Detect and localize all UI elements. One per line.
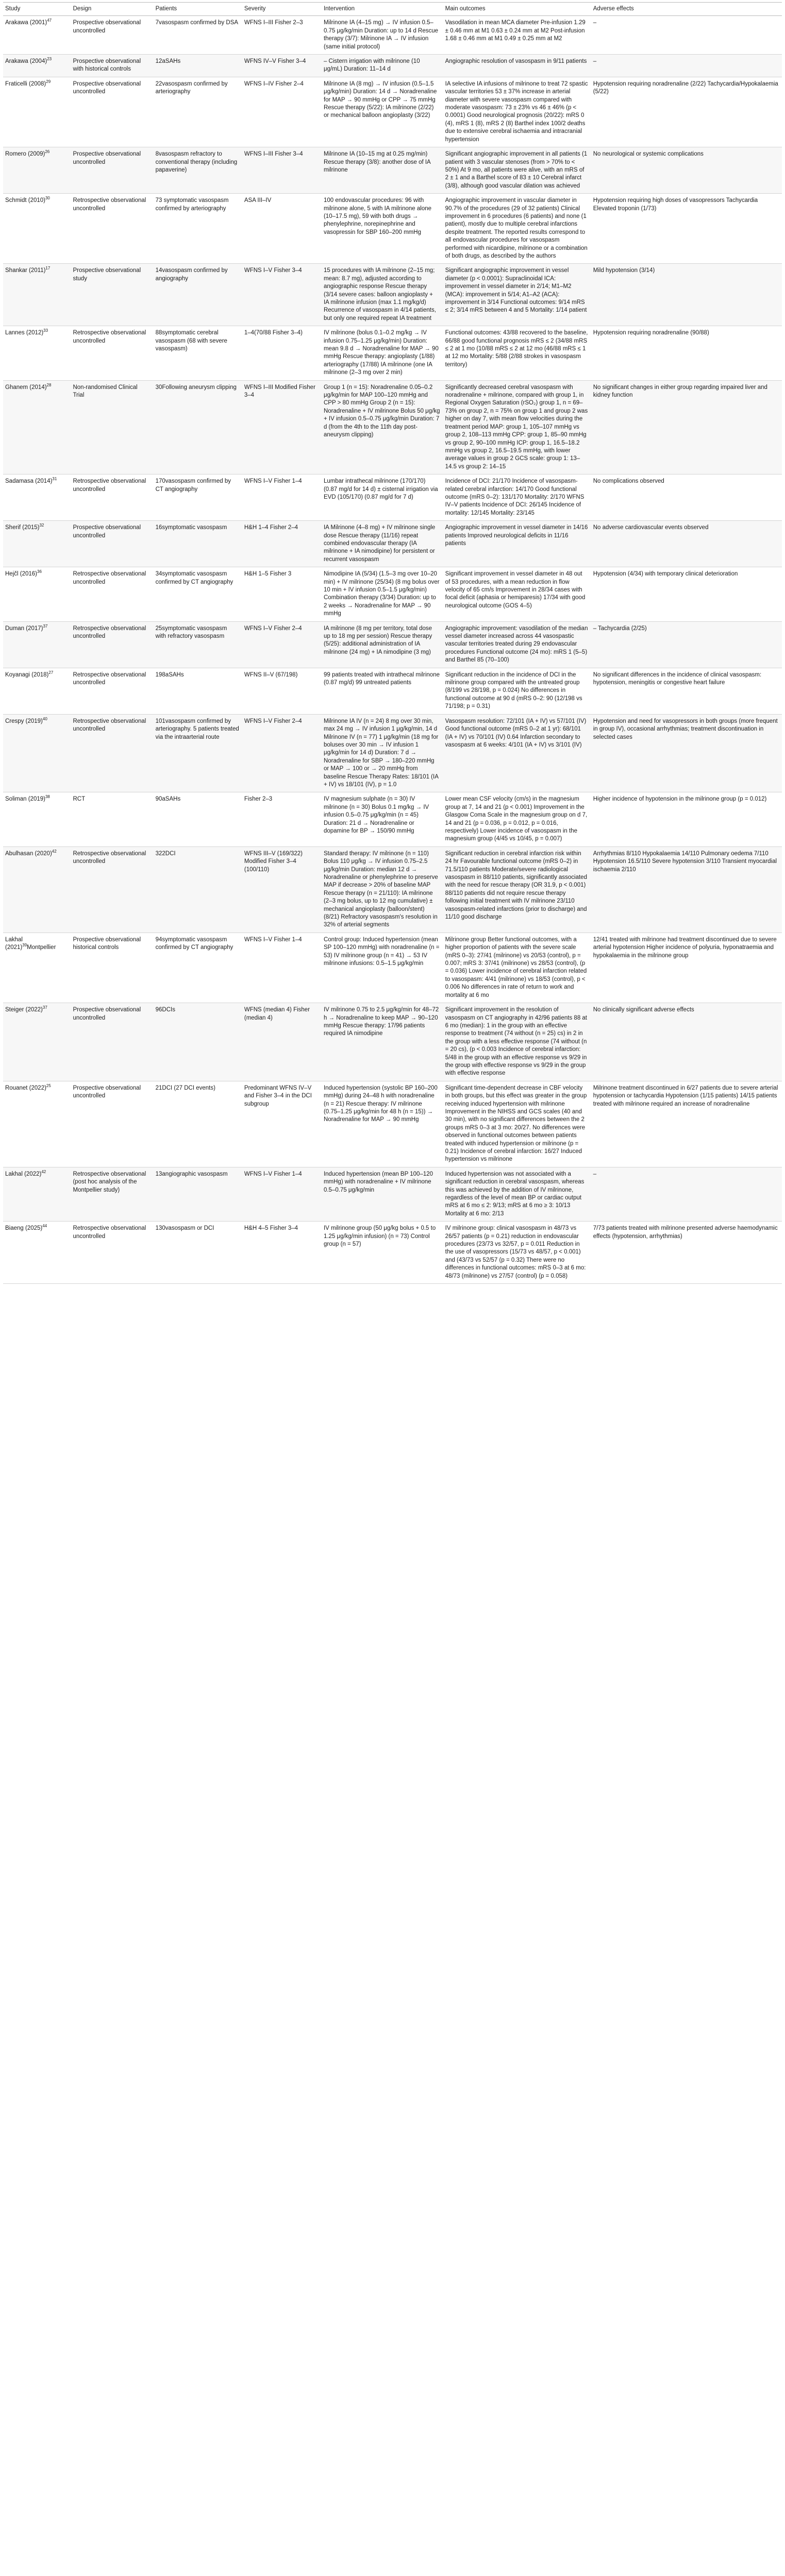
- cell-main-outcomes: Milrinone group Better functional outcomes, with a higher proportion of patients with the severe scale (mRS 0–3): 27/41 (milrinone) vs 20/53 (control), p = 0.007; mRS 3: 37/41 (milrinone) vs 28/53 (control), (p = 0.036) Lower incidence of cerebral infarction related to vasospasm: 4/41 (milrinone) vs 18/53 (control), p < 0.006 No differences in rate of return to work and mortality at 6 mo: [443, 933, 591, 1003]
- cell-study: [3, 668, 71, 714]
- cell-patients: 21DCI (27 DCI events): [154, 1081, 242, 1167]
- cell-study: [3, 194, 71, 264]
- cell-patients: 14vasospasm confirmed by angiography: [154, 264, 242, 326]
- table-row: [3, 792, 782, 846]
- study-name: Steiger (2022): [5, 1007, 43, 1013]
- cell-adverse-effects: Hypotension and need for vasopressors in both groups (more frequent in group IV), occasional arrhythmias; treatment discontinuation in selected cases: [591, 714, 782, 792]
- cell-severity: WFNS IV–V Fisher 3–4: [242, 55, 322, 77]
- cell-adverse-effects: No significant changes in either group regarding impaired liver and kidney function: [591, 380, 782, 474]
- header-severity: Severity: [242, 3, 322, 16]
- cell-severity: 1–4(70/88 Fisher 3–4): [242, 326, 322, 380]
- reference-number[interactable]: 37: [42, 1005, 47, 1010]
- study-name: Schmidt (2010): [5, 197, 45, 204]
- cell-main-outcomes: Significant angiographic improvement in all patients (1 patient with 3 vascular stenoses (from > 70% to < 50%) At 9 mo, all patients were alive, with an mRS of 2 ± 1 and a Barthel score of 83 ± 10 Cerebral infarct (3/8), although good vascular dilation was achieved: [443, 147, 591, 194]
- cell-study: [3, 567, 71, 621]
- study-name: Hejčl (2016): [5, 571, 37, 578]
- cell-adverse-effects: – Tachycardia (2/25): [591, 621, 782, 668]
- studies-table: [3, 2, 782, 1284]
- cell-main-outcomes: Induced hypertension was not associated with a significant reduction in cerebral vasospasm, whereas this was achieved by the addition of IV milrinone, regardless of the level of mean BP or cardiac output mRS at 6 mo ≤ 2: 9/13; mRS at 6 mo ≥ 3: 10/13 Mortality at 6 mo: 2/13: [443, 1167, 591, 1221]
- cell-intervention: Group 1 (n = 15): Noradrenaline 0.05–0.2 μg/kg/min for MAP 100–120 mmHg and CPP > 80 mmHg Group 2 (n = 15): Noradrenaline + IV milrinone Bolus 50 μg/kg + IV infusion 0.5–0.75 μg/kg/min Duration: 7 d (from the 4th to the 11th day post-aneurysm clipping): [322, 380, 443, 474]
- table-row: [3, 380, 782, 474]
- reference-number[interactable]: 23: [47, 57, 52, 62]
- cell-adverse-effects: Hypotension requiring noradrenaline (90/88): [591, 326, 782, 380]
- reference-number[interactable]: 33: [43, 328, 48, 333]
- header-patients: Patients: [154, 3, 242, 16]
- reference-number[interactable]: 30: [45, 196, 50, 201]
- cell-design: Retrospective observational uncontrolled: [71, 1222, 153, 1284]
- cell-adverse-effects: No complications observed: [591, 474, 782, 521]
- reference-number[interactable]: 44: [42, 1224, 47, 1229]
- cell-intervention: IV milrinone 0.75 to 2.5 μg/kg/min for 48–72 h → Noradrenaline to keep MAP → 90–120 mmHg Rescue therapy: 17/96 patients required IA nimodipine: [322, 1003, 443, 1081]
- study-name: Rouanet (2022): [5, 1084, 46, 1091]
- cell-adverse-effects: Hypotension (4/34) with temporary clinical deterioration: [591, 567, 782, 621]
- cell-patients: 16symptomatic vasospasm: [154, 521, 242, 567]
- cell-main-outcomes: Significant improvement in the resolution of vasospasm on CT angiography in 42/96 patients 88 at 6 mo (median): 1 in the group with an effective response to treatment (74 without (n = 25) cs) in 2 in the group with a less effective response (74 without (n = 20 cs), (p < 0.003 Incidence of cerebral infarction: 5/48 in the group with an effective response vs 9/29 in the group with effective response vs 9/29 in the group with effective response: [443, 1003, 591, 1081]
- table-row: [3, 264, 782, 326]
- cell-patients: 22vasospasm confirmed by arteriography: [154, 77, 242, 147]
- table-row: [3, 1003, 782, 1081]
- cell-main-outcomes: Significantly decreased cerebral vasospasm with noradrenaline + milrinone, compared with group 1, in Regional Oxygen Saturation (rSO₂) group 1, n = 69–73% on group 2, n = 75% on group 1 and group 2 was higher on day 7, with mean flow velocities during the treatment period MAP: group 1, 105–107 mmHg vs group 2, 108–113 mmHg CPP: group 1, 85–90 mmHg vs group 2, 90–100 mmHg ICP: group 1, 16.5–18.2 mmHg vs group 2, 16.5–19.5 mmHg, with lower average values in group 2 GCS scale: group 1: 13–14.5 vs group 2: 14–15: [443, 380, 591, 474]
- cell-severity: WFNS I–IV Fisher 2–4: [242, 77, 322, 147]
- cell-design: Retrospective observational uncontrolled: [71, 668, 153, 714]
- cell-severity: WFNS I–III Fisher 3–4: [242, 147, 322, 194]
- cell-intervention: Standard therapy: IV milrinone (n = 110) Bolus 110 μg/kg → IV infusion 0.75–2.5 μg/kg/min Duration: median 12 d → Noradrenaline or phenylephrine to preserve MAP if decrease > 20% of baseline MAP Rescue therapy (n = 21/110): IA milrinone (2–3 mg bolus, up to 12 mg cumulative) ± mechanical angioplasty (balloon/stent) (8/21) Refractory vasospasm's resolution in 32% of arterial segments: [322, 846, 443, 933]
- cell-main-outcomes: Significant reduction in cerebral infarction risk within 24 hr Favourable functional outcome (mRS 0–2) in 71.5/110 patients Moderate/severe radiological vasospasm in 88/110 patients, significantly associated with the need for rescue therapy (OR 31.9, p < 0.001) 88/110 patients did not require rescue therapy following initial treatment with IV milrinone 23/110 vasospasm-related infarctions (prior to discharge) and 11/10 good discharge: [443, 846, 591, 933]
- cell-study: [3, 147, 71, 194]
- reference-number[interactable]: 25: [46, 1083, 51, 1088]
- cell-study: [3, 521, 71, 567]
- cell-main-outcomes: Significant reduction in the incidence of DCI in the milrinone group compared with the untreated group (8/199 vs 28/198, p = 0.024) No differences in functional outcome at 90 d (mRS 0–2: 90 (12/198 vs 71/198; p = 0.31): [443, 668, 591, 714]
- cell-adverse-effects: Mild hypotension (3/14): [591, 264, 782, 326]
- cell-main-outcomes: Vasodilation in mean MCA diameter Pre-infusion 1.29 ± 0.46 mm at M1 0.63 ± 0.24 mm at M2 Post-infusion 1.68 ± 0.46 mm at M1 0.49 ± 0.25 mm at M2: [443, 16, 591, 55]
- study-name: Crespy (2019): [5, 718, 43, 724]
- cell-severity: WFNS (median 4) Fisher (median 4): [242, 1003, 322, 1081]
- table-row: [3, 621, 782, 668]
- study-name: Arakawa (2004): [5, 58, 47, 65]
- table-body: [3, 16, 782, 1284]
- cell-study: [3, 1003, 71, 1081]
- study-name: Fraticelli (2008): [5, 80, 46, 87]
- cell-intervention: 100 endovascular procedures: 96 with milrinone alone, 5 with IA milrinone alone (10–17.5 mg), 59 with both drugs → phenylephrine, norepinephrine and vasopressin for SBP 160–200 mmHg: [322, 194, 443, 264]
- cell-severity: WFNS III–V (169/322) Modified Fisher 3–4 (100/110): [242, 846, 322, 933]
- header-study: Study: [3, 3, 71, 16]
- cell-main-outcomes: Functional outcomes: 43/88 recovered to the baseline, 66/88 good functional prognosis mRS ≤ 2 (34/88 mRS ≤ 2 at 1 mo (10/88 mRS ≤ 2 at 12 mo (46/88 mRS ≤ 1 at 12 mo Mortality: 5/88 (2/88 strokes in vasospasm territory): [443, 326, 591, 380]
- header-intervention: Intervention: [322, 3, 443, 16]
- cell-main-outcomes: Angiographic resolution of vasospasm in 9/11 patients: [443, 55, 591, 77]
- study-name: Shankar (2011): [5, 267, 46, 274]
- cell-design: Prospective observational historical controls: [71, 933, 153, 1003]
- cell-main-outcomes: Incidence of DCI: 21/170 Incidence of vasospasm-related cerebral infarction: 14/170 Good functional outcome (mRS 0–2): 131/170 Mortality: 2/170 WFNS IV–V patients Incidence of DCI: 26/145 Incidence of mortality: 12/145 Mortality: 23/145: [443, 474, 591, 521]
- cell-severity: WFNS II–V (67/198): [242, 668, 322, 714]
- cell-main-outcomes: Significant angiographic improvement in vessel diameter (p < 0.0001): Supraclinoidal ICA: improvement in vessel diameter in 2/14; M1–M2 (MCA): improvement in 5/14; A1–A2 (ACA): improvement in 3/14 Functional outcomes: 9/14 mRS ≤ 2; 3/14 mRS between 4 and 5 Mortality: 1/14 patient: [443, 264, 591, 326]
- cell-main-outcomes: IA selective IA infusions of milrinone to treat 72 spastic vascular territories 53 ± 37% increase in arterial diameter with severe vasospasm compared with moderate vasospasm: 73 ± 23% vs 46 ± 46% (p < 0.0001) Good neurological prognosis (20/22): mRS 0 (4), mRS 1 (8), mRS 2 (8) Barthel index 100/2 deaths due to extensive cerebral ischaemia and intracranial hypertension: [443, 77, 591, 147]
- cell-main-outcomes: Angiographic improvement in vascular diameter in 90.7% of the procedures (29 of 32 patients) Clinical improvement in 6 procedures (6 patients) and none (1 patient), mostly due to multiple cerebral infarctions despite treatment. The reported results correspond to all endovascular procedures for vasospasm performed with nicardipine, milrinone or a combination of both drugs, as described by the authors: [443, 194, 591, 264]
- cell-main-outcomes: Angiographic improvement in vessel diameter in 14/16 patients Improved neurological deficits in 11/16 patients: [443, 521, 591, 567]
- study-name: Romero (2009): [5, 151, 45, 158]
- cell-study: [3, 792, 71, 846]
- cell-design: RCT: [71, 792, 153, 846]
- study-name: Koyanagi (2018): [5, 671, 49, 678]
- cell-study: [3, 714, 71, 792]
- cell-adverse-effects: Arrhythmias 8/110 Hypokalaemia 14/110 Pulmonary oedema 7/110 Hypotension 16.5/110 Severe hypotension 3/110 Transient myocardial ischaemia 2/110: [591, 846, 782, 933]
- cell-study: [3, 77, 71, 147]
- cell-severity: WFNS I–V Fisher 1–4: [242, 474, 322, 521]
- table-row: [3, 1222, 782, 1284]
- table-header: [3, 3, 782, 16]
- cell-intervention: IA milrinone (8 mg per territory, total dose up to 18 mg per session) Rescue therapy (5/25): additional administration of IA milrinone (24 mg) + IA nimodipine (3 mg): [322, 621, 443, 668]
- cell-adverse-effects: No adverse cardiovascular events observed: [591, 521, 782, 567]
- cell-patients: 130vasospasm or DCI: [154, 1222, 242, 1284]
- cell-severity: WFNS I–V Fisher 2–4: [242, 714, 322, 792]
- cell-adverse-effects: Hypotension requiring noradrenaline (2/22) Tachycardia/Hypokalaemia (5/22): [591, 77, 782, 147]
- table-row: [3, 326, 782, 380]
- cell-design: Retrospective observational uncontrolled: [71, 567, 153, 621]
- header-design: Design: [71, 3, 153, 16]
- cell-adverse-effects: Milrinone treatment discontinued in 6/27 patients due to severe arterial hypotension or tachycardia Hypotension (1/15 patients) 14/15 patients treated with milrinone required an increase of noradrenaline: [591, 1081, 782, 1167]
- cell-study: [3, 474, 71, 521]
- cell-patients: 30Following aneurysm clipping: [154, 380, 242, 474]
- table-row: [3, 194, 782, 264]
- cell-severity: H&H 1–5 Fisher 3: [242, 567, 322, 621]
- reference-number[interactable]: 28: [46, 382, 52, 387]
- cell-study: [3, 16, 71, 55]
- cell-design: Prospective observational uncontrolled: [71, 16, 153, 55]
- cell-adverse-effects: No significant differences in the incidence of clinical vasospasm: hypotension, meningitis or congestive heart failure: [591, 668, 782, 714]
- cell-study: [3, 621, 71, 668]
- cell-main-outcomes: Angiographic improvement: vasodilation of the median vessel diameter increased across 44 vasospastic vascular territories treated during 29 endovascular procedures Functional outcome (24 mo): mRS 1 (5–5) and Barthel 85 (70–100): [443, 621, 591, 668]
- table-row: [3, 1167, 782, 1221]
- reference-number[interactable]: 38: [45, 794, 50, 800]
- cell-patients: 170vasospasm confirmed by CT angiography: [154, 474, 242, 521]
- cell-patients: 73 symptomatic vasospasm confirmed by arteriography: [154, 194, 242, 264]
- cell-design: Retrospective observational uncontrolled: [71, 714, 153, 792]
- cell-main-outcomes: Significant improvement in vessel diameter in 48 out of 53 procedures, with a mean reduction in flow velocity of 65 cm/s Improvement in 28/34 cases with focal deficit (aphasia or hemiparesis) 17/34 with good neurological outcome (GOS 4–5): [443, 567, 591, 621]
- cell-intervention: Milrinone IA (8 mg) → IV infusion (0.5–1.5 μg/kg/min) Duration: 14 d → Noradrenaline for MAP → 90 mmHg or CPP → 75 mmHg Rescue therapy (5/22): IA milrinone (2/22) or mechanical balloon angioplasty (3/22): [322, 77, 443, 147]
- cell-intervention: Induced hypertension (mean BP 100–120 mmHg) with noradrenaline + IV milrinone 0.5–0.75 μg/kg/min: [322, 1167, 443, 1221]
- table-row: [3, 474, 782, 521]
- cell-intervention: Lumbar intrathecal milrinone (170/170) (0.87 mg/d for 14 d) ± cisternal irrigation via EVD (105/170) (0.87 mg/d for 7 d): [322, 474, 443, 521]
- cell-patients: 8vasospasm refractory to conventional therapy (including papaverine): [154, 147, 242, 194]
- cell-intervention: Milrinone IA (10–15 mg at 0.25 mg/min) Rescue therapy (3/8): another dose of IA milrinone: [322, 147, 443, 194]
- study-name: Soliman (2019): [5, 796, 45, 803]
- reference-number[interactable]: 27: [48, 670, 54, 675]
- cell-intervention: Nimodipine IA (5/34) (1.5–3 mg over 10–20 min) + IV milrinone (25/34) (8 mg bolus over 10 min + IV infusion 0.5–1.5 μg/kg/min) Combination therapy (3/34) Duration: up to 2 weeks → Noradrenaline for MAP → 90 mmHg: [322, 567, 443, 621]
- cell-adverse-effects: –: [591, 55, 782, 77]
- cell-intervention: Milrinone IA IV (n = 24) 8 mg over 30 min, max 24 mg → IV infusion 1 μg/kg/min, 14 d Milrinone IV (n = 77) 1 μg/kg/min (18 mg for boluses over 30 min → IV infusion 1 μg/kg/min for 14 d) Duration: 7 d → Noradrenaline for SBP → 180–220 mmHg or MAP → 100 or → 20 mmHg from baseline Rescue Therapy Rates: 18/101 (IA + IV) vs 18/101 (IV), p = 1.0: [322, 714, 443, 792]
- cell-design: Retrospective observational uncontrolled: [71, 326, 153, 380]
- cell-severity: Fisher 2–3: [242, 792, 322, 846]
- table-row: [3, 521, 782, 567]
- reference-number[interactable]: 37: [43, 623, 48, 629]
- cell-severity: WFNS I–V Fisher 2–4: [242, 621, 322, 668]
- cell-patients: 7vasospasm confirmed by DSA: [154, 16, 242, 55]
- cell-main-outcomes: Lower mean CSF velocity (cm/s) in the magnesium group at 7, 14 and 21 (p < 0.001) Improvement in the Glasgow Coma Scale in the magnesium group on d 7, 14 and 21 (p = 0.036, p = 0.012, p = 0.016, respectively) Lower incidence of vasospasm in the magnesium group (4/45 vs 10/45, p = 0.007): [443, 792, 591, 846]
- table-row: [3, 16, 782, 55]
- cell-patients: 101vasospasm confirmed by arteriography. 5 patients treated via the intraarterial route: [154, 714, 242, 792]
- cell-study: [3, 1167, 71, 1221]
- cell-intervention: – Cistern irrigation with milrinone (10 μg/mL) Duration: 11–14 d: [322, 55, 443, 77]
- study-name: Arakawa (2001): [5, 20, 47, 26]
- cell-design: Prospective observational uncontrolled: [71, 1003, 153, 1081]
- reference-number[interactable]: 47: [47, 18, 52, 23]
- cell-study: [3, 1222, 71, 1284]
- cell-intervention: IV milrinone group (50 μg/kg bolus + 0.5 to 1.25 μg/kg/min infusion) (n = 73) Control group (n = 57): [322, 1222, 443, 1284]
- cell-patients: 198aSAHs: [154, 668, 242, 714]
- cell-patients: 94symptomatic vasospasm confirmed by CT angiography: [154, 933, 242, 1003]
- cell-design: Prospective observational uncontrolled: [71, 1081, 153, 1167]
- cell-adverse-effects: –: [591, 16, 782, 55]
- cell-design: Retrospective observational uncontrolled: [71, 621, 153, 668]
- study-note: Montpellier: [27, 944, 56, 951]
- reference-number[interactable]: 32: [39, 523, 44, 528]
- cell-intervention: IA Milrinone (4–8 mg) + IV milrinone single dose Rescue therapy (11/16) repeat combined endovascular therapy (IA milrinone + IA nimodipine) for persistent or recurrent vasospasm: [322, 521, 443, 567]
- cell-severity: WFNS I–V Fisher 3–4: [242, 264, 322, 326]
- table-row: [3, 933, 782, 1003]
- cell-severity: WFNS I–III Modified Fisher 3–4: [242, 380, 322, 474]
- cell-design: Retrospective observational uncontrolled: [71, 194, 153, 264]
- cell-adverse-effects: No clinically significant adverse effects: [591, 1003, 782, 1081]
- cell-adverse-effects: –: [591, 1167, 782, 1221]
- header-main-outcomes: Main outcomes: [443, 3, 591, 16]
- reference-number[interactable]: 31: [52, 477, 57, 482]
- cell-patients: 25symptomatic vasospasm with refractory vasospasm: [154, 621, 242, 668]
- header-adverse-effects: Adverse effects: [591, 3, 782, 16]
- study-name: Abulhasan (2020): [5, 850, 52, 857]
- cell-patients: 34symptomatic vasospasm confirmed by CT angiography: [154, 567, 242, 621]
- table-row: [3, 846, 782, 933]
- reference-number[interactable]: 39: [22, 943, 27, 948]
- cell-design: Prospective observational with historical controls: [71, 55, 153, 77]
- table-row: [3, 567, 782, 621]
- cell-adverse-effects: Hypotension requiring high doses of vasopressors Tachycardia Elevated troponin (1/73): [591, 194, 782, 264]
- table-row: [3, 1081, 782, 1167]
- study-name: Lannes (2012): [5, 330, 44, 336]
- cell-patients: 88symptomatic cerebral vasospasm (68 with severe vasospasm): [154, 326, 242, 380]
- cell-main-outcomes: Significant time-dependent decrease in CBF velocity in both groups, but this effect was greater in the group receiving induced hypertension with milrinone Improvement in the NIHSS and GCS scales (40 and 30 min), with no significant differences between the 2 groups mRS 0–3 at 3 mo: 20/27. No differences were observed in functional outcomes between patients treated with induced hypertension or milrinone (p = 0.21) Incidence of cerebral infarction: 16/27 Induced hypertension vs milrinone: [443, 1081, 591, 1167]
- cell-study: [3, 380, 71, 474]
- reference-number[interactable]: 42: [52, 849, 57, 854]
- study-name: Lakhal (2022): [5, 1171, 42, 1177]
- cell-design: Prospective observational uncontrolled: [71, 147, 153, 194]
- study-name: Duman (2017): [5, 625, 43, 632]
- cell-severity: WFNS I–III Fisher 2–3: [242, 16, 322, 55]
- cell-patients: 13angiographic vasospasm: [154, 1167, 242, 1221]
- cell-design: Prospective observational study: [71, 264, 153, 326]
- cell-adverse-effects: No neurological or systemic complications: [591, 147, 782, 194]
- study-name: Biaeng (2025): [5, 1225, 43, 1232]
- cell-patients: 90aSAHs: [154, 792, 242, 846]
- cell-intervention: Induced hypertension (systolic BP 160–200 mmHg) during 24–48 h with noradrenaline (n = 21) Rescue therapy: IV milrinone (0.75–1.25 μg/kg/min for 48 h (n = 15)) → Noradrenaline for MAP → 90 mmHg: [322, 1081, 443, 1167]
- cell-design: Prospective observational uncontrolled: [71, 77, 153, 147]
- cell-study: [3, 1081, 71, 1167]
- cell-severity: ASA III–IV: [242, 194, 322, 264]
- cell-patients: 322DCI: [154, 846, 242, 933]
- cell-study: [3, 55, 71, 77]
- study-name: Sadamasa (2014): [5, 478, 53, 485]
- cell-study: [3, 933, 71, 1003]
- cell-adverse-effects: Higher incidence of hypotension in the milrinone group (p = 0.012): [591, 792, 782, 846]
- table-row: [3, 55, 782, 77]
- cell-study: [3, 264, 71, 326]
- cell-design: Retrospective observational uncontrolled: [71, 846, 153, 933]
- cell-severity: Predominant WFNS IV–V and Fisher 3–4 in the DCI subgroup: [242, 1081, 322, 1167]
- cell-intervention: IV milrinone (bolus 0.1–0.2 mg/kg → IV infusion 0.75–1.25 μg/kg/min) Duration: mean 9.8 d → Noradrenaline for MAP → 90 mmHg Rescue therapy: angioplasty (1/88) arteriography (17/88) IA milrinone (one IA milrinone (2–3 mg over 2 min): [322, 326, 443, 380]
- cell-severity: H&H 4–5 Fisher 3–4: [242, 1222, 322, 1284]
- cell-study: [3, 326, 71, 380]
- table-row: [3, 714, 782, 792]
- cell-design: Retrospective observational uncontrolled: [71, 474, 153, 521]
- cell-main-outcomes: IV milrinone group: clinical vasospasm in 48/73 vs 26/57 patients (p = 0.21) reduction in endovascular procedures (23/73 vs 32/57, p = 0.011 Reduction in the use of vasopressors (15/73 vs 48/57, p < 0.001) and (43/73 vs 52/57 (p = 0.32) There were no differences in functional outcomes: mRS 0–3 at 6 mo: 48/73 (milrinone) vs 27/57 (control) (p = 0.058): [443, 1222, 591, 1284]
- cell-patients: 96DCIs: [154, 1003, 242, 1081]
- study-name: Sherif (2015): [5, 524, 40, 531]
- reference-number[interactable]: 36: [37, 569, 42, 574]
- table-row: [3, 147, 782, 194]
- cell-severity: H&H 1–4 Fisher 2–4: [242, 521, 322, 567]
- cell-adverse-effects: 7/73 patients treated with milrinone presented adverse haemodynamic effects (hypotension, arrhythmias): [591, 1222, 782, 1284]
- study-name: Lakhal (2021): [5, 936, 23, 951]
- cell-intervention: Milrinone IA (4–15 mg) → IV infusion 0.5–0.75 μg/kg/min Duration: up to 14 d Rescue therapy (3/7): Milrinone IA → IV infusion (same initial protocol): [322, 16, 443, 55]
- cell-adverse-effects: 12/41 treated with milrinone had treatment discontinued due to severe arterial hypotension Higher incidence of polyuria, hyponatraemia and hypokalaemia in the milrinone group: [591, 933, 782, 1003]
- reference-number[interactable]: 26: [45, 149, 50, 155]
- table-row: [3, 77, 782, 147]
- reference-number[interactable]: 40: [42, 716, 47, 721]
- cell-design: Non-randomised Clinical Trial: [71, 380, 153, 474]
- cell-design: Prospective observational uncontrolled: [71, 521, 153, 567]
- cell-intervention: Control group: Induced hypertension (mean SP 100–120 mmHg) with noradrenaline (n = 53) IV milrinone group (n = 41) → 53 IV milrinone infusions: 0.5–1.5 μg/kg/min: [322, 933, 443, 1003]
- cell-patients: 12aSAHs: [154, 55, 242, 77]
- cell-severity: WFNS I–V Fisher 1–4: [242, 933, 322, 1003]
- cell-intervention: IV magnesium sulphate (n = 30) IV milrinone (n = 30) Bolus 0.1 mg/kg → IV infusion 0.5–0.75 μg/kg/min (n = 45) Duration: 21 d → Noradrenaline or dopamine for BP → 150/90 mmHg: [322, 792, 443, 846]
- reference-number[interactable]: 42: [41, 1169, 46, 1174]
- cell-design: Retrospective observational (post hoc analysis of the Montpellier study): [71, 1167, 153, 1221]
- cell-severity: WFNS I–V Fisher 1–4: [242, 1167, 322, 1221]
- reference-number[interactable]: 29: [46, 79, 51, 84]
- study-name: Ghanem (2014): [5, 384, 47, 391]
- cell-intervention: 99 patients treated with intrathecal milrinone (0.87 mg/d) 99 untreated patients: [322, 668, 443, 714]
- cell-intervention: 15 procedures with IA milrinone (2–15 mg; mean: 8.7 mg), adjusted according to angiographic response Rescue therapy (3/14 severe cases: balloon angioplasty + IA milrinone infusion (max 1.1 mg/kg/d) Recurrence of vasospasm in 4/14 patients, but only one required repeat IA treatment: [322, 264, 443, 326]
- cell-study: [3, 846, 71, 933]
- header-row: [3, 3, 782, 16]
- reference-number[interactable]: 17: [45, 266, 51, 271]
- table-row: [3, 668, 782, 714]
- cell-main-outcomes: Vasospasm resolution: 72/101 (IA + IV) vs 57/101 (IV) Good functional outcome (mRS 0–2 at 1 yr): 68/101 (IA + IV) vs 70/101 (IV) 0.64 Infarction secondary to vasospasm at 6 weeks: 4/101 (IA + IV) vs 3/101 (IV): [443, 714, 591, 792]
